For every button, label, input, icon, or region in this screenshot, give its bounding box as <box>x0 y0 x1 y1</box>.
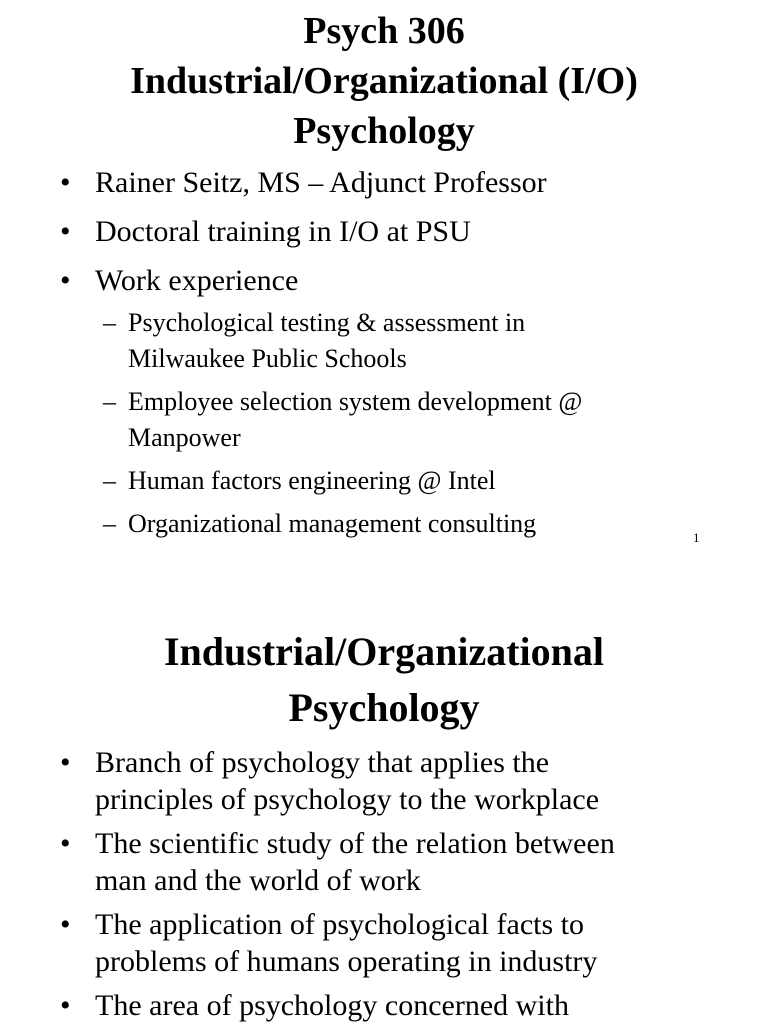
sub-bullet-list <box>103 305 740 542</box>
bullet-item <box>60 744 750 818</box>
bullet-text: Branch of psychology that applies the <box>95 746 550 779</box>
sub-bullet-item <box>103 463 740 499</box>
slide-1-title-line: Industrial/Organizational (I/O) <box>130 60 638 102</box>
slide-2-bullet-list <box>60 744 750 1031</box>
dash-icon: – <box>103 308 116 337</box>
bullet-dot-icon: • <box>60 264 71 297</box>
dash-icon: – <box>103 387 116 416</box>
bullet-text: man and the world of work <box>95 864 421 897</box>
bullet-item <box>60 906 750 980</box>
slide-2-title-line: Industrial/Organizational <box>163 629 605 674</box>
slide-1-bullet-list <box>60 164 740 554</box>
bullet-dot-icon: • <box>60 746 71 779</box>
dash-icon: – <box>103 509 116 538</box>
bullet-text: Rainer Seitz, MS – Adjunct Professor <box>95 166 547 199</box>
dash-icon: – <box>103 466 116 495</box>
bullet-text: principles of psychology to the workplace <box>95 783 600 816</box>
slide-1-title <box>0 6 768 156</box>
bullet-text: Doctoral training in I/O at PSU <box>95 215 471 248</box>
sub-bullet-text: Psychological testing & assessment in <box>128 308 526 337</box>
sub-bullet-text: Employee selection system development @ <box>128 387 583 416</box>
bullet-text: problems of humans operating in industry <box>95 945 598 978</box>
sub-bullet-item <box>103 305 740 377</box>
slide-2 <box>0 580 768 1024</box>
sub-bullet-item <box>103 506 740 542</box>
slide-2-title <box>0 624 768 736</box>
sub-bullet-text: Manpower <box>128 423 241 452</box>
sub-bullet-item <box>103 384 740 456</box>
bullet-text: The scientific study of the relation between <box>95 827 615 860</box>
slide-1-title-line: Psychology <box>293 110 475 152</box>
bullet-dot-icon: • <box>60 215 71 248</box>
sub-bullet-text: Milwaukee Public Schools <box>128 344 407 373</box>
sub-bullet-text: Human factors engineering @ Intel <box>128 466 496 495</box>
slide-2-title-line: Psychology <box>288 685 480 730</box>
bullet-item <box>60 213 740 250</box>
bullet-text: The area of psychology concerned with <box>95 989 569 1022</box>
bullet-item <box>60 262 740 542</box>
sub-bullet-text: Organizational management consulting <box>128 509 537 538</box>
bullet-text: The application of psychological facts to <box>95 908 585 941</box>
bullet-dot-icon: • <box>60 166 71 199</box>
page-number: 1 <box>693 530 700 545</box>
bullet-item <box>60 164 740 201</box>
slide-1-title-line: Psych 306 <box>303 10 465 52</box>
bullet-text: Work experience <box>95 264 299 297</box>
bullet-item <box>60 825 750 899</box>
bullet-dot-icon: • <box>60 827 71 860</box>
bullet-dot-icon: • <box>60 908 71 941</box>
bullet-item <box>60 987 750 1024</box>
bullet-dot-icon: • <box>60 989 71 1022</box>
